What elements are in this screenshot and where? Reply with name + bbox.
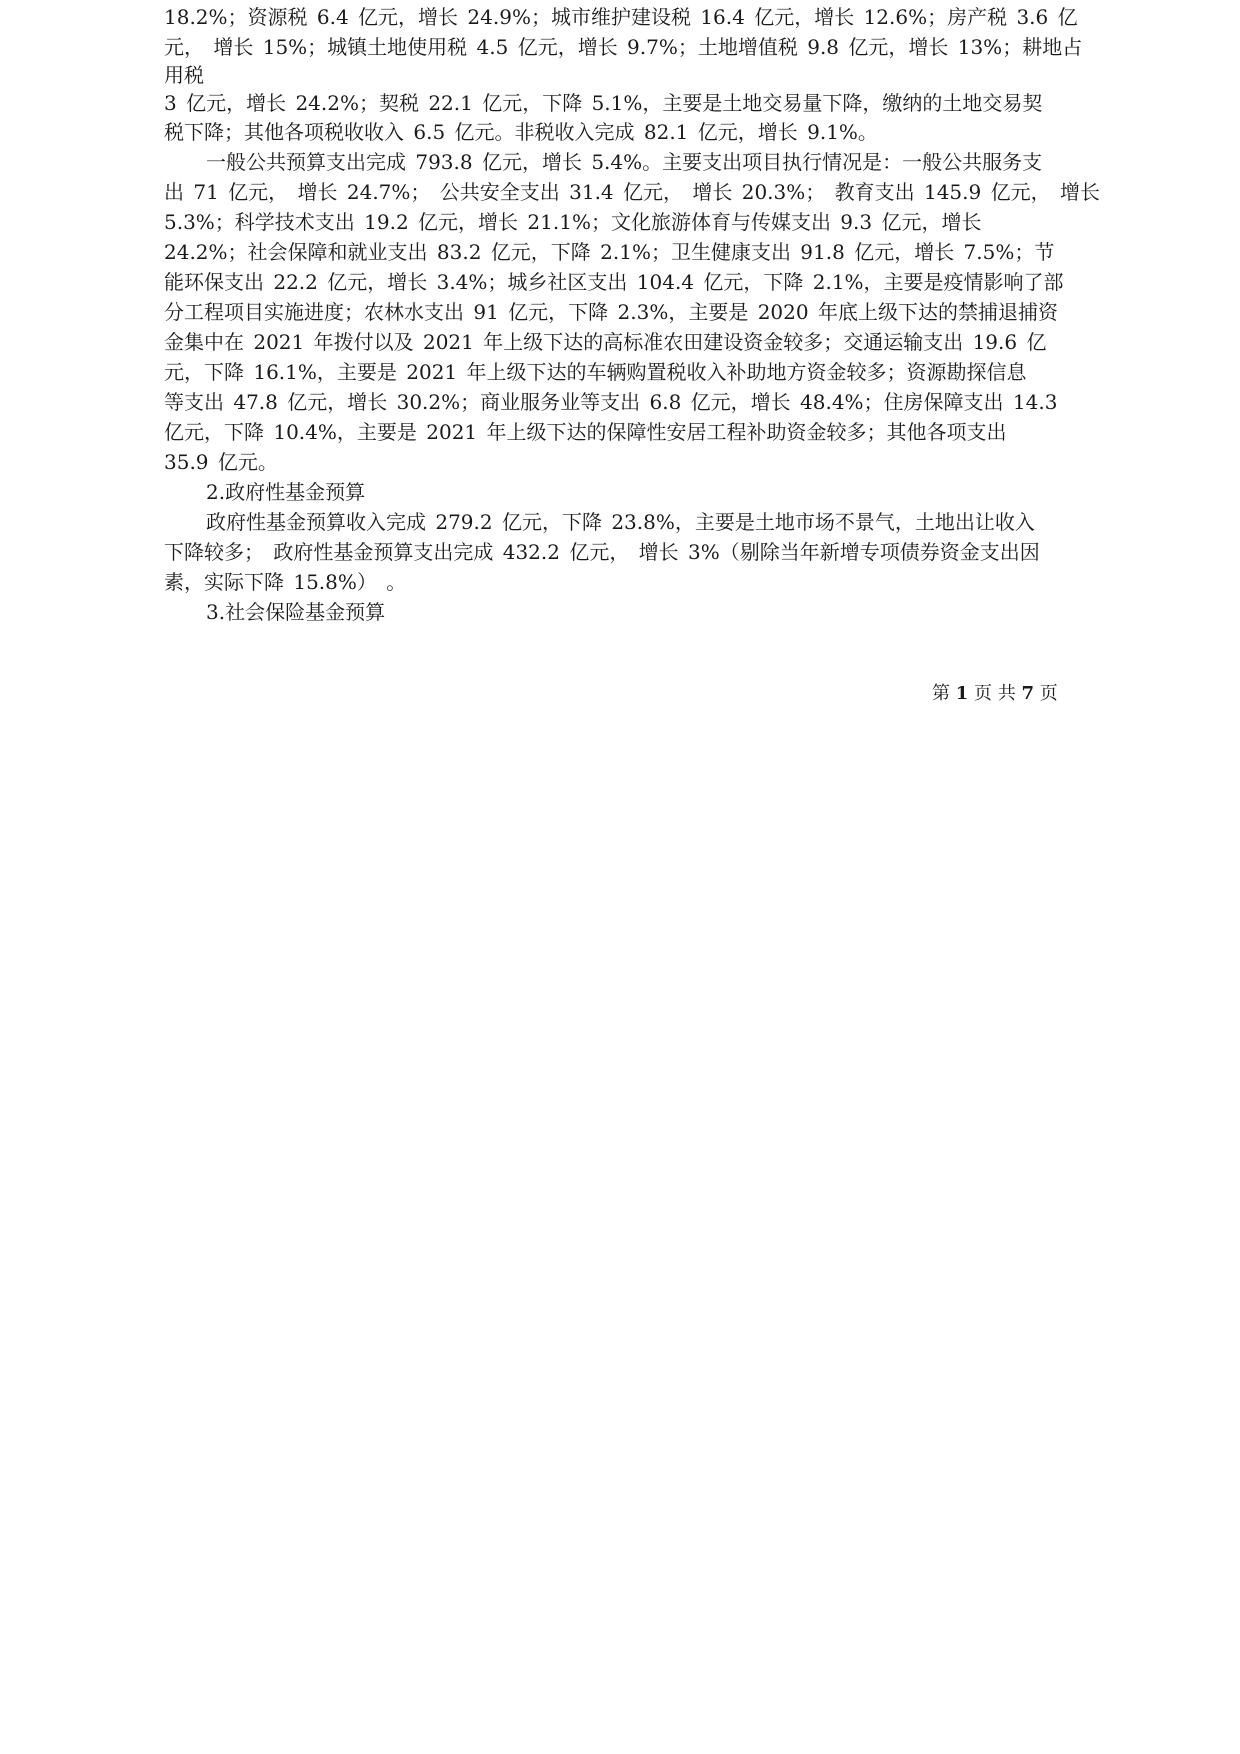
text-line: 下降较多； 政府性基金预算支出完成 432.2 亿元， 增长 3%（剔除当年新增专项债券资金支出因 — [164, 540, 1040, 564]
text-line: 35.9 亿元。 — [164, 450, 278, 474]
text-line: 18.2%；资源税 6.4 亿元，增长 24.9%；城市维护建设税 16.4 亿元，增长 12.6%；房产税 3.6 亿 — [164, 5, 1078, 29]
text-line: 税下降；其他各项税收收入 6.5 亿元。非税收入完成 82.1 亿元，增长 9.1%。 — [164, 120, 878, 144]
text-line: 等支出 47.8 亿元，增长 30.2%；商业服务业等支出 6.8 亿元，增长 48.4%；住房保障支出 14.3 — [164, 390, 1058, 414]
footer-suffix: 页 — [1039, 683, 1058, 704]
text-line: 3 亿元，增长 24.2%；契税 22.1 亿元，下降 5.1%，主要是土地交易量下降，缴纳的土地交易契 — [164, 91, 1043, 115]
text-line: 24.2%；社会保障和就业支出 83.2 亿元，下降 2.1%；卫生健康支出 91.8 亿元，增长 7.5%；节 — [164, 240, 1055, 264]
current-page-number: 1 — [955, 683, 969, 704]
section-heading: 3.社会保险基金预算 — [206, 600, 386, 624]
paragraph-first-line: 一般公共预算支出完成 793.8 亿元，增长 5.4%。主要支出项目执行情况是：一般公共服务支 — [206, 150, 1043, 174]
page-footer — [932, 682, 1058, 706]
section-heading: 2.政府性基金预算 — [206, 480, 366, 504]
footer-prefix: 第 — [932, 683, 950, 704]
text-line: 亿元，下降 10.4%，主要是 2021 年上级下达的保障性安居工程补助资金较多；其他各项支出 — [164, 420, 1007, 444]
footer-middle: 页 共 — [974, 683, 1016, 704]
text-line: 元，下降 16.1%，主要是 2021 年上级下达的车辆购置税收入补助地方资金较多；资源勘探信息 — [164, 360, 1027, 384]
text-line: 金集中在 2021 年拨付以及 2021 年上级下达的高标准农田建设资金较多；交通运输支出 19.6 亿 — [164, 330, 1047, 354]
text-line: 能环保支出 22.2 亿元，增长 3.4%；城乡社区支出 104.4 亿元，下降 2.1%，主要是疫情影响了部 — [164, 270, 1064, 294]
text-line: 元， 增长 15%；城镇土地使用税 4.5 亿元，增长 9.7%；土地增值税 9.8 亿元，增长 13%；耕地占 — [164, 35, 1083, 59]
total-page-count: 7 — [1021, 683, 1034, 704]
text-line: 用税 — [164, 63, 204, 87]
text-line: 分工程项目实施进度；农林水支出 91 亿元，下降 2.3%，主要是 2020 年底上级下达的禁捕退捕资 — [164, 300, 1058, 324]
text-line: 5.3%；科学技术支出 19.2 亿元，增长 21.1%；文化旅游体育与传媒支出 9.3 亿元，增长 — [164, 210, 982, 234]
text-line: 素，实际下降 15.8%） 。 — [164, 570, 407, 594]
text-line: 出 71 亿元， 增长 24.7%； 公共安全支出 31.4 亿元， 增长 20.3%； 教育支出 145.9 亿元， 增长 — [164, 180, 1100, 204]
paragraph-first-line: 政府性基金预算收入完成 279.2 亿元，下降 23.8%，主要是土地市场不景气，土地出让收入 — [206, 510, 1035, 534]
